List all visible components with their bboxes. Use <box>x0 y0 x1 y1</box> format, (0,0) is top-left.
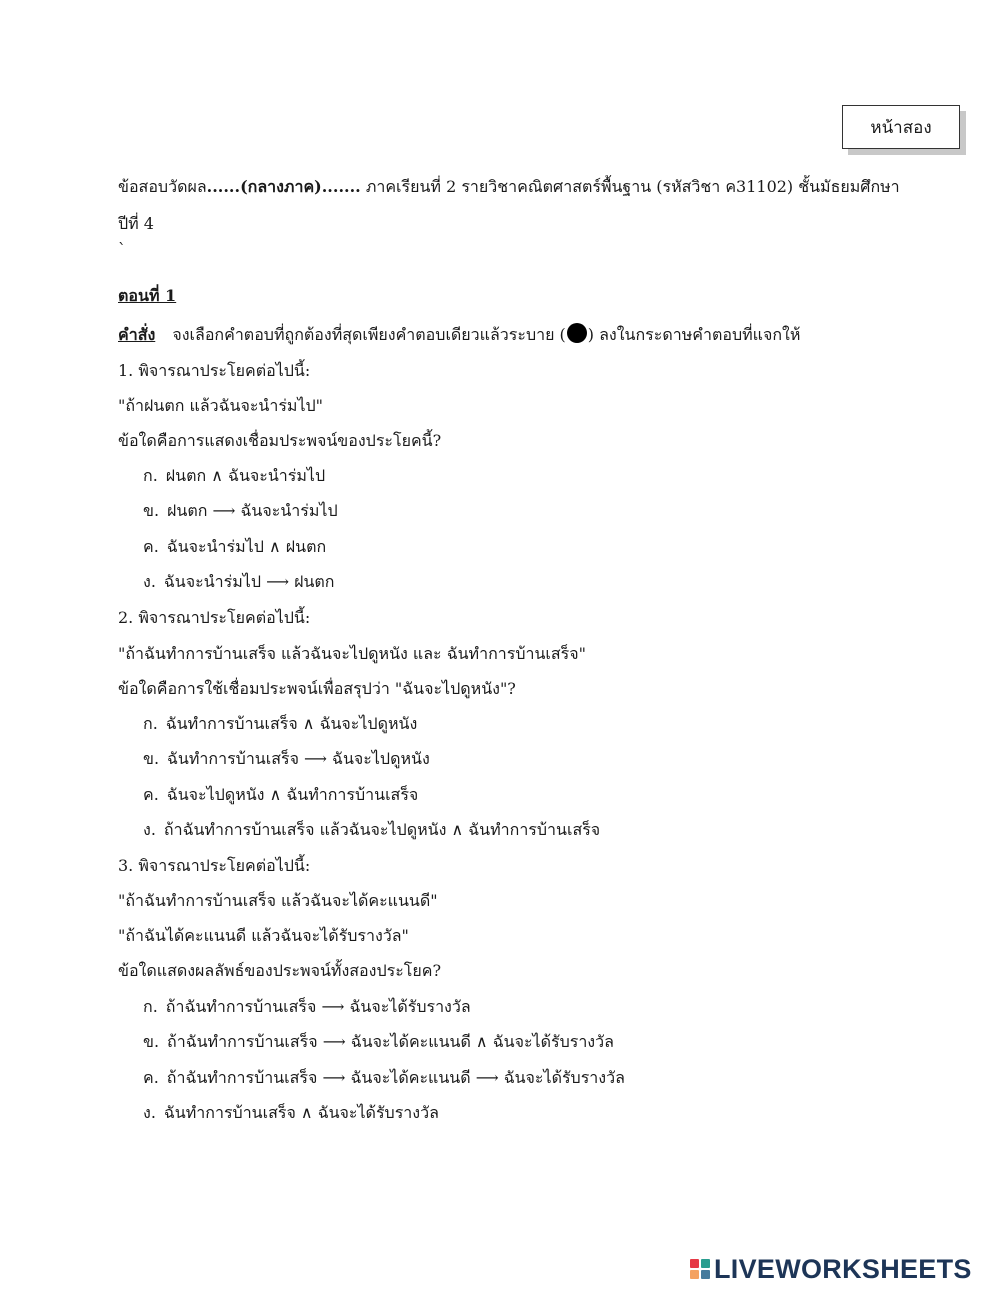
header-midterm: (กลางภาค) <box>240 177 322 196</box>
exam-header-line2: ปีที่ 4 <box>118 214 154 233</box>
question-3-prompt: ข้อใดแสดงผลลัพธ์ของประพจน์ทั้งสองประโยค? <box>118 961 442 980</box>
question-2-option-b[interactable]: ข. ฉันทำการบ้านเสร็จ ⟶ ฉันจะไปดูหนัง <box>143 749 430 768</box>
question-1-quote: "ถ้าฝนตก แล้วฉันจะนำร่มไป" <box>118 396 324 415</box>
question-1-option-c[interactable]: ค. ฉันจะนำร่มไป ∧ ฝนตก <box>143 537 327 556</box>
question-2-stem: 2. พิจารณาประโยคต่อไปนี้: <box>118 608 311 627</box>
header-part1: ข้อสอบวัดผล <box>118 177 207 196</box>
header-rest: ภาคเรียนที่ 2 รายวิชาคณิตศาสตร์พื้นฐาน (รหัสวิชา ค31102) ชั้นมัธยมศึกษา <box>360 177 900 196</box>
question-3-option-a[interactable]: ก. ถ้าฉันทำการบ้านเสร็จ ⟶ ฉันจะได้รับรางวัล <box>143 997 471 1016</box>
question-3-quote-2: "ถ้าฉันได้คะแนนดี แล้วฉันจะได้รับรางวัล" <box>118 926 409 945</box>
question-3-option-d[interactable]: ง. ฉันทำการบ้านเสร็จ ∧ ฉันจะได้รับรางวัล <box>143 1103 439 1122</box>
question-3-option-b[interactable]: ข. ถ้าฉันทำการบ้านเสร็จ ⟶ ฉันจะได้คะแนนดี ∧ ฉันจะได้รับรางวัล <box>143 1032 614 1051</box>
question-3-stem: 3. พิจารณาประโยคต่อไปนี้: <box>118 856 311 875</box>
liveworksheets-logo[interactable] <box>690 1254 972 1284</box>
question-2-quote: "ถ้าฉันทำการบ้านเสร็จ แล้วฉันจะไปดูหนัง และ ฉันทำการบ้านเสร็จ" <box>118 644 586 663</box>
instruction-text-before: จงเลือกคำตอบที่ถูกต้องที่สุดเพียงคำตอบเดียวแล้วระบาย ( <box>172 325 566 344</box>
header-stray-mark: ` <box>118 240 126 259</box>
question-2-option-a[interactable]: ก. ฉันทำการบ้านเสร็จ ∧ ฉันจะไปดูหนัง <box>143 714 418 733</box>
filled-circle-icon <box>567 323 587 343</box>
page-badge: หน้าสอง <box>842 105 960 149</box>
header-dots2: ....... <box>321 177 361 196</box>
instruction <box>118 323 800 346</box>
question-1-prompt: ข้อใดคือการแสดงเชื่อมประพจน์ของประโยคนี้? <box>118 431 442 450</box>
instruction-label: คำสั่ง <box>118 325 156 344</box>
question-1-option-a[interactable]: ก. ฝนตก ∧ ฉันจะนำร่มไป <box>143 466 326 485</box>
question-3-option-c[interactable]: ค. ถ้าฉันทำการบ้านเสร็จ ⟶ ฉันจะได้คะแนนดี ⟶ ฉันจะได้รับรางวัล <box>143 1068 625 1087</box>
logo-text: LIVEWORKSHEETS <box>714 1253 972 1284</box>
liveworksheets-logo-icon <box>690 1259 710 1279</box>
question-1-stem: 1. พิจารณาประโยคต่อไปนี้: <box>118 361 311 380</box>
question-2-prompt: ข้อใดคือการใช้เชื่อมประพจน์เพื่อสรุปว่า "ฉันจะไปดูหนัง"? <box>118 679 516 698</box>
question-3-quote-1: "ถ้าฉันทำการบ้านเสร็จ แล้วฉันจะได้คะแนนดี" <box>118 891 438 910</box>
question-2-option-c[interactable]: ค. ฉันจะไปดูหนัง ∧ ฉันทำการบ้านเสร็จ <box>143 785 419 804</box>
instruction-text-after: ) ลงในกระดาษคำตอบที่แจกให้ <box>587 325 801 344</box>
exam-header <box>118 177 918 197</box>
question-1-option-d[interactable]: ง. ฉันจะนำร่มไป ⟶ ฝนตก <box>143 572 335 591</box>
section-title: ตอนที่ 1 <box>118 286 177 305</box>
question-1-option-b[interactable]: ข. ฝนตก ⟶ ฉันจะนำร่มไป <box>143 501 338 520</box>
question-2-option-d[interactable]: ง. ถ้าฉันทำการบ้านเสร็จ แล้วฉันจะไปดูหนัง ∧ ฉันทำการบ้านเสร็จ <box>143 820 601 839</box>
header-dots1: ...... <box>206 177 241 196</box>
